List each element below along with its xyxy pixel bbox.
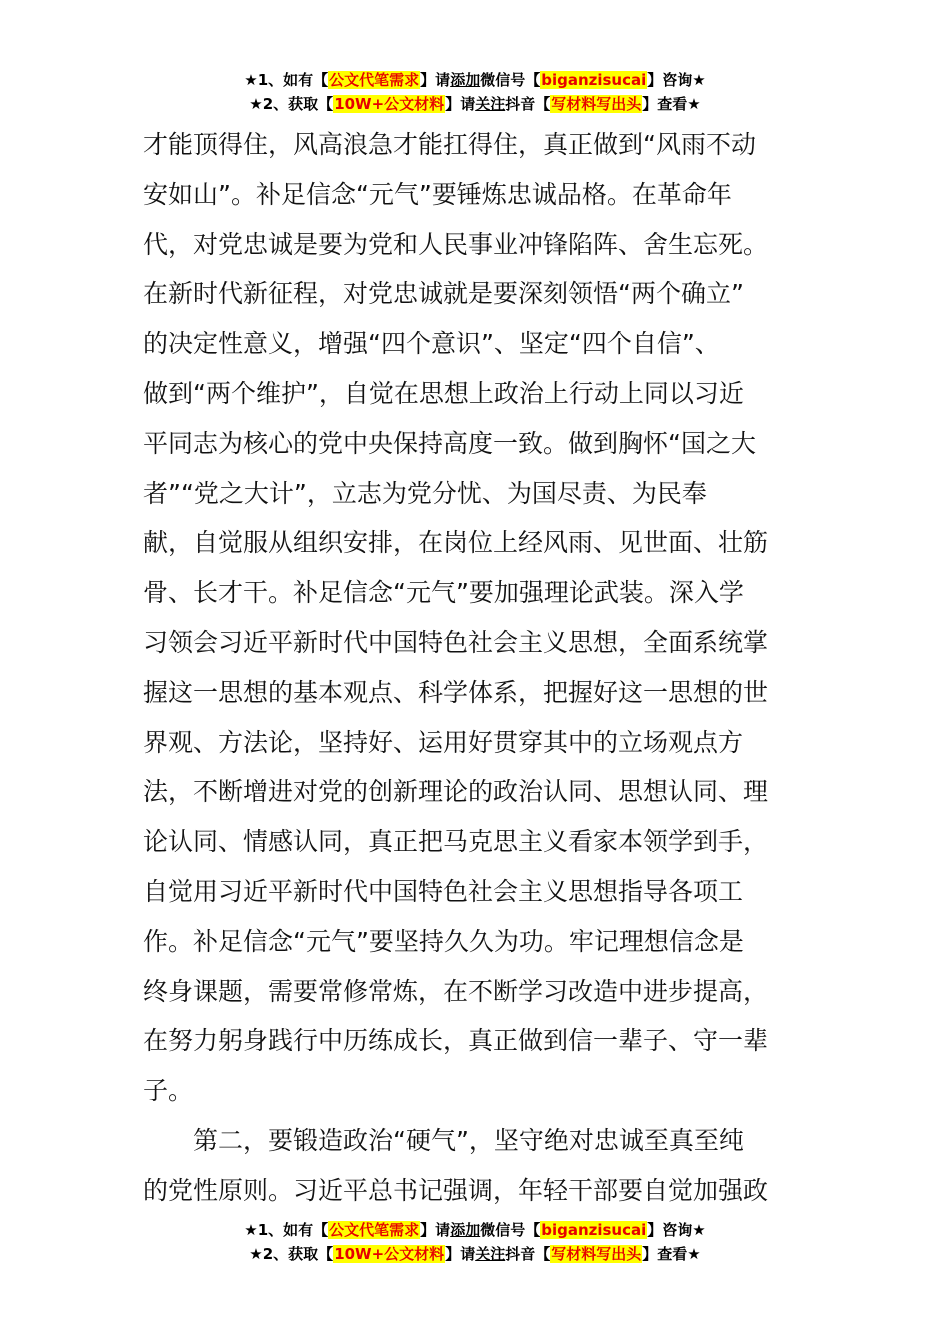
text-line: 的党性原则。习近平总书记强调，年轻干部要自觉加强政 — [143, 1175, 769, 1205]
banner-line-2 — [0, 92, 950, 116]
banner-highlight: 10W+公文材料 — [334, 1245, 445, 1263]
banner-highlight: 公文代笔需求 — [329, 1221, 420, 1239]
banner-text: 】咨询★ — [647, 71, 706, 89]
text-line: 做到“两个维护”，自觉在思想上政治上行动上同以习近 — [143, 378, 744, 408]
banner-text: 微信号【 — [480, 1221, 541, 1239]
banner-underline: 关注 — [475, 95, 506, 113]
text-line: 子。 — [143, 1076, 194, 1106]
banner-text: ★1、如有【 — [244, 1221, 329, 1239]
header-banner — [0, 68, 950, 116]
banner-highlight: biganzisucai — [541, 1221, 647, 1239]
banner-highlight: biganzisucai — [541, 71, 647, 89]
banner-underline: 添加 — [450, 71, 481, 89]
text-line: 在努力躬身践行中历练成长，真正做到信一辈子、守一辈 — [143, 1026, 769, 1056]
text-line: 法，不断增进对党的创新理论的政治认同、思想认同、理 — [143, 777, 769, 807]
text-line: 平同志为核心的党中央保持高度一致。做到胸怀“国之大 — [143, 428, 756, 458]
text-line: 骨、长才干。补足信念“元气”要加强理论武装。深入学 — [143, 578, 744, 608]
document-body — [143, 120, 813, 1216]
banner-text: 微信号【 — [480, 71, 541, 89]
text-line: 论认同、情感认同，真正把马克思主义看家本领学到手， — [143, 827, 769, 857]
banner-text: ★2、获取【 — [249, 95, 334, 113]
text-line: 终身课题，需要常修常炼，在不断学习改造中进步提高， — [143, 976, 769, 1006]
banner-text: 抖音【 — [505, 95, 551, 113]
banner-highlight: 写材料写出头 — [551, 95, 642, 113]
text-line: 安如山”。补足信念“元气”要锤炼忠诚品格。在革命年 — [143, 179, 732, 209]
banner-text: 】请 — [445, 95, 476, 113]
banner-text: 】请 — [445, 1245, 476, 1263]
text-line: 才能顶得住，风高浪急才能扛得住，真正做到“风雨不动 — [143, 130, 756, 159]
banner-text: 】请 — [420, 71, 451, 89]
banner-text: 】查看★ — [642, 1245, 701, 1263]
text-line: 在新时代新征程，对党忠诚就是要深刻领悟“两个确立” — [143, 279, 744, 309]
banner-text: 】请 — [420, 1221, 451, 1239]
text-line: 握这一思想的基本观点、科学体系，把握好这一思想的世 — [143, 677, 769, 707]
banner-line-1 — [0, 68, 950, 92]
banner-underline: 添加 — [450, 1221, 481, 1239]
banner-underline: 关注 — [475, 1245, 506, 1263]
text-line: 作。补足信念“元气”要坚持久久为功。牢记理想信念是 — [143, 926, 744, 956]
text-line: 界观、方法论，坚持好、运用好贯穿其中的立场观点方 — [143, 727, 744, 757]
banner-line-2 — [0, 1242, 950, 1266]
text-line: 习领会习近平新时代中国特色社会主义思想，全面系统掌 — [143, 627, 769, 657]
banner-text: 抖音【 — [505, 1245, 551, 1263]
banner-highlight: 公文代笔需求 — [329, 71, 420, 89]
paragraph-start-line: 第二，要锻造政治“硬气”，坚守绝对忠诚至真至纯 — [193, 1125, 744, 1155]
text-line: 自觉用习近平新时代中国特色社会主义思想指导各项工 — [143, 876, 744, 906]
footer-banner — [0, 1218, 950, 1266]
banner-text: 】咨询★ — [647, 1221, 706, 1239]
text-line: 的决定性意义，增强“四个意识”、坚定“四个自信”、 — [143, 329, 720, 359]
banner-highlight: 10W+公文材料 — [334, 95, 445, 113]
banner-text: ★1、如有【 — [244, 71, 329, 89]
banner-text: 】查看★ — [642, 95, 701, 113]
text-line: 代，对党忠诚是要为党和人民事业冲锋陷阵、舍生忘死。 — [143, 229, 769, 259]
text-line: 者”“党之大计”，立志为党分忧、为国尽责、为民奉 — [143, 478, 707, 508]
banner-line-1 — [0, 1218, 950, 1242]
banner-highlight: 写材料写出头 — [551, 1245, 642, 1263]
banner-text: ★2、获取【 — [249, 1245, 334, 1263]
text-line: 献，自觉服从组织安排，在岗位上经风雨、见世面、壮筋 — [143, 528, 769, 558]
